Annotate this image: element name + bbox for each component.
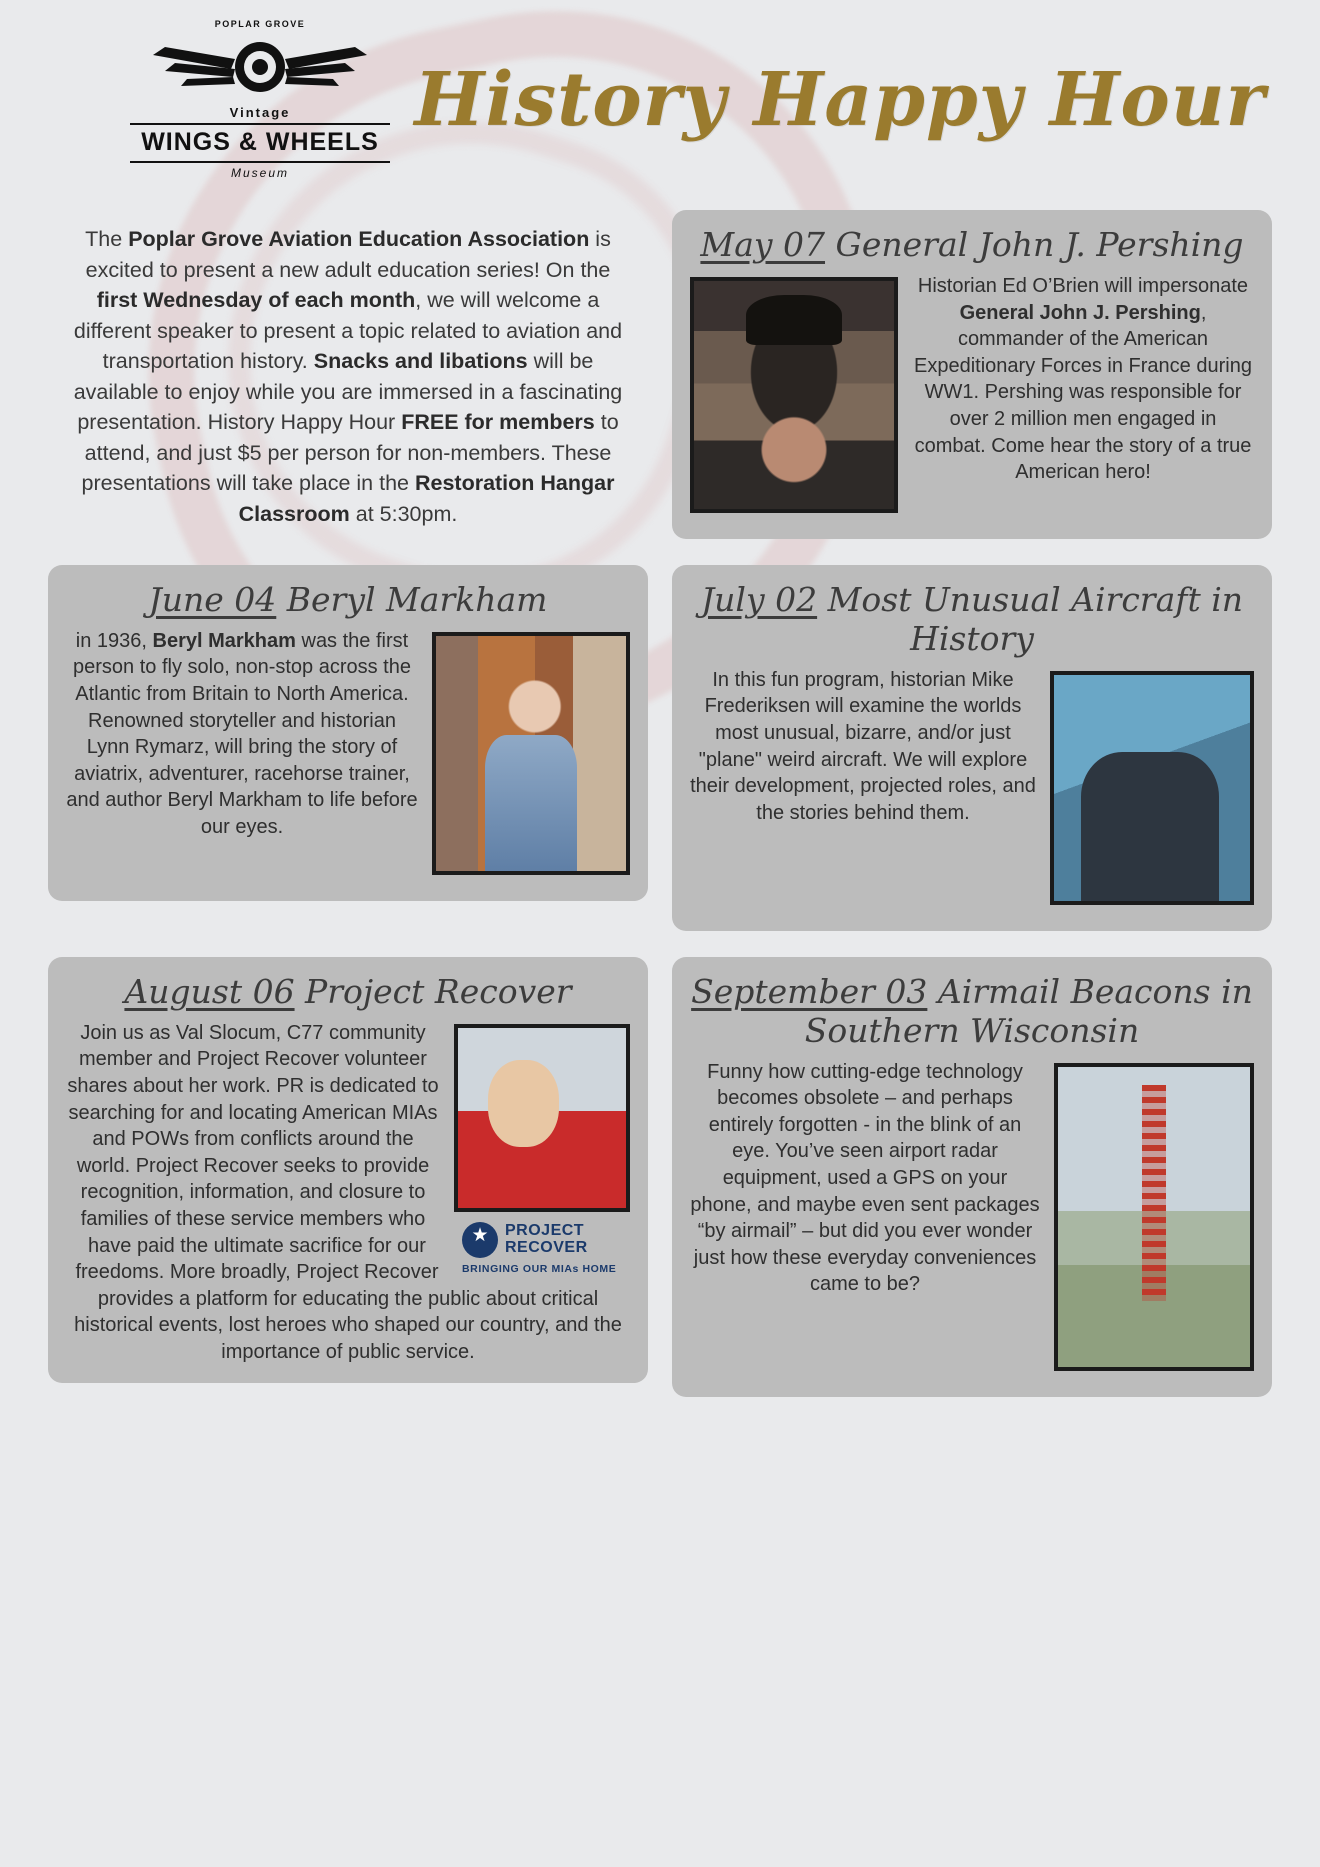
card-text-september: Funny how cutting-edge technology becomes obsolete – and perhaps entirely forgotten - in the blink of an eye. You’ve seen airport radar equipment, used a GPS on your phone, and maybe even sent packages “by airmail” – but did you ever wonder just how these everyday conveniences came to be? xyxy=(690,1060,1040,1296)
lynn-rymarz-photo xyxy=(432,632,630,875)
card-title-june xyxy=(66,581,630,620)
card-date-september: September 03 xyxy=(691,971,928,1011)
card-body-may xyxy=(690,273,1254,521)
card-date-july: July 02 xyxy=(700,579,818,619)
card-title-rest-july: Most Unusual Aircraft in History xyxy=(817,579,1244,658)
card-text-august: Join us as Val Slocum, C77 community member and Project Recover volunteer shares about her work. PR is dedicated to searching for and locating American MIAs and POWs from conflicts around the world. Project Recover seeks to provide recognition, information, and closure to families of these service members who have paid the ultimate sacrifice for our freedoms. More broadly, Project Recover provides a platform for educating the public about critical historical events, lost heroes who shaped our country, and the importance of public service. xyxy=(67,1021,622,1363)
card-text-july: In this fun program, historian Mike Frederiksen will examine the worlds most unusual, bizarre, and/or just "plane" weird aircraft. We will explore their development, projected roles, and the stories behind them. xyxy=(690,668,1036,824)
content-area xyxy=(0,210,1320,1397)
logo-name-text: WINGS & WHEELS xyxy=(130,123,390,163)
logo-vintage-text: Vintage xyxy=(229,104,291,120)
project-recover-line1: PROJECT xyxy=(505,1222,585,1240)
card-body-july xyxy=(690,667,1254,913)
card-september xyxy=(672,957,1272,1397)
row-1 xyxy=(48,210,1272,539)
card-may xyxy=(672,210,1272,539)
card-body-august xyxy=(66,1020,630,1366)
event-card-july xyxy=(672,565,1272,931)
card-title-rest-june: Beryl Markham xyxy=(276,579,548,619)
card-title-rest-august: Project Recover xyxy=(294,971,572,1011)
row-2 xyxy=(48,565,1272,931)
project-recover-logo xyxy=(462,1222,630,1277)
page-title: History Happy Hour xyxy=(414,57,1266,143)
event-card-september xyxy=(672,957,1272,1397)
card-july xyxy=(672,565,1272,931)
page-header xyxy=(0,0,1320,210)
event-card-june xyxy=(48,565,648,931)
card-title-rest-may: General John J. Pershing xyxy=(825,225,1244,264)
project-recover-tagline: BRINGING OUR MIAs HOME xyxy=(462,1262,617,1275)
card-title-may xyxy=(690,226,1254,265)
card-title-august xyxy=(66,973,630,1012)
card-body-june xyxy=(66,628,630,883)
card-text-may: Historian Ed O’Brien will impersonate General John J. Pershing, commander of the American Expeditionary Forces in France during WW1. Pershing was responsible for over 2 million men engaged in combat. Come hear the story of a true American hero! xyxy=(914,274,1252,484)
airmail-beacon-tower-photo xyxy=(1054,1063,1254,1371)
event-card-august xyxy=(48,957,648,1397)
card-date-june: June 04 xyxy=(148,579,277,619)
card-date-may: May 07 xyxy=(700,225,826,264)
val-slocum-photo xyxy=(454,1024,630,1212)
card-title-july xyxy=(690,581,1254,659)
museum-logo xyxy=(130,19,390,180)
card-title-september xyxy=(690,973,1254,1051)
card-date-august: August 06 xyxy=(124,971,295,1011)
event-card-may xyxy=(672,210,1272,539)
project-recover-seal-icon xyxy=(462,1222,498,1258)
row-3 xyxy=(48,957,1272,1397)
intro-paragraph: The Poplar Grove Aviation Education Association is excited to present a new adult education series! On the first Wednesday of each month, we will welcome a different speaker to present a topic related to aviation and transportation history. Snacks and libations will be available to enjoy while you are immersed in a fascinating presentation. History Happy Hour FREE for members to attend, and just $5 per person for non-members. These presentations will take place in the Restoration Hangar Classroom at 5:30pm. xyxy=(73,227,623,526)
intro-column xyxy=(48,210,648,539)
logo-museum-text: Museum xyxy=(230,165,289,180)
card-june xyxy=(48,565,648,901)
mike-frederiksen-photo xyxy=(1050,671,1254,905)
winged-wheel-icon xyxy=(130,29,390,103)
card-body-september xyxy=(690,1059,1254,1379)
card-august xyxy=(48,957,648,1384)
pershing-portrait-photo xyxy=(690,277,898,513)
logo-top-text: POPLAR GROVE xyxy=(214,18,306,29)
card-title-rest-september: Airmail Beacons in Southern Wisconsin xyxy=(804,971,1253,1050)
project-recover-line2: RECOVER xyxy=(505,1238,588,1256)
card-text-june: in 1936, Beryl Markham was the first person to fly solo, non-stop across the Atlantic from Britain to North America. Renowned storyteller and historian Lynn Rymarz, will bring the story of aviatrix, adventurer, racehorse trainer, and author Beryl Markham to life before our eyes. xyxy=(66,629,418,839)
